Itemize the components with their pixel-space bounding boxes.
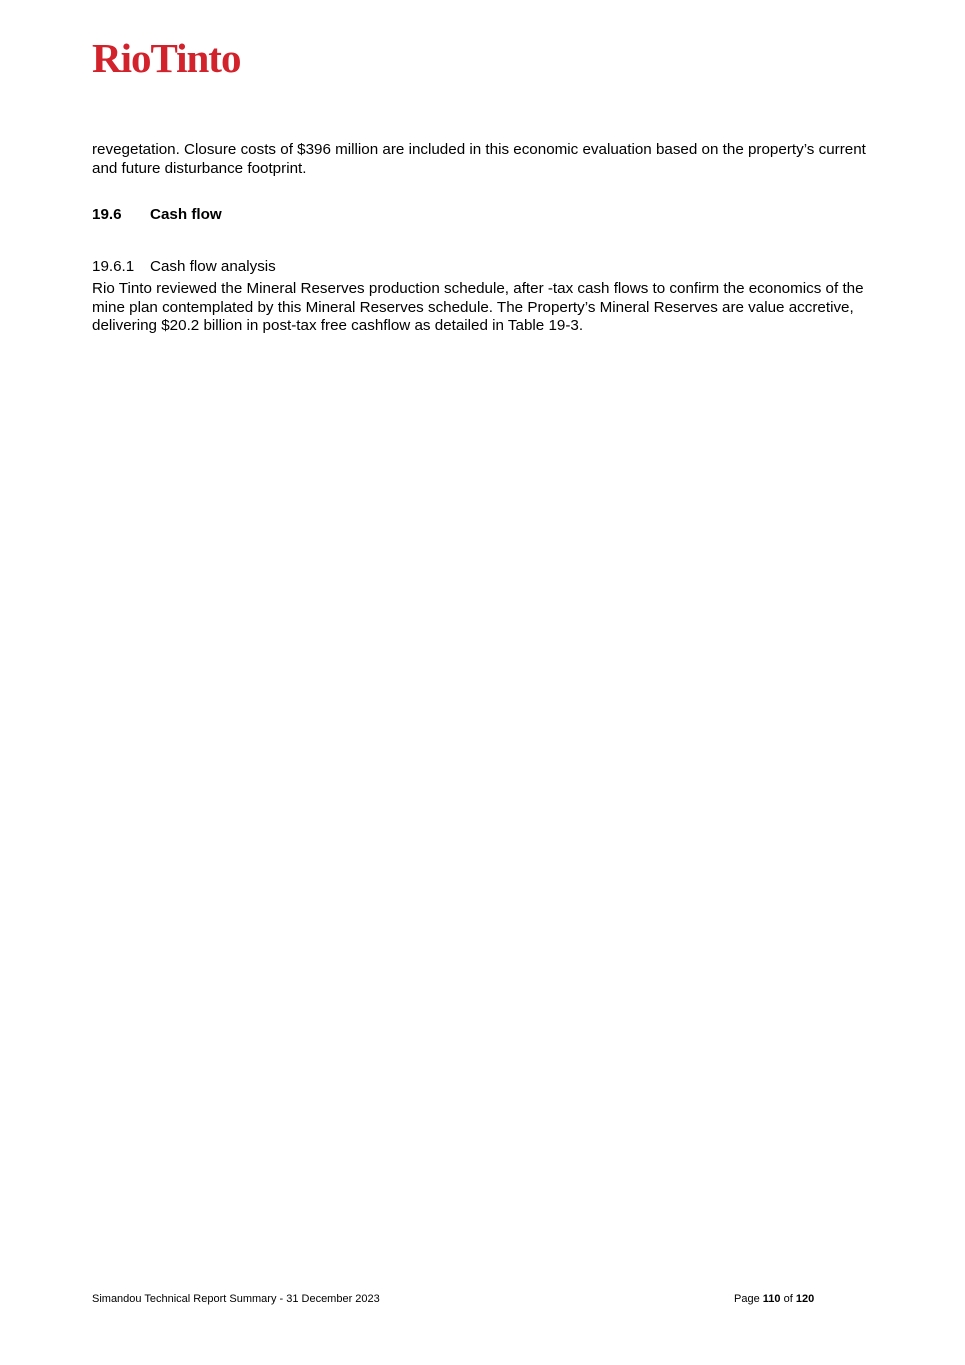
rio-tinto-logo: RioTinto [92, 35, 241, 81]
footer-document-title: Simandou Technical Report Summary - 31 December 2023 [92, 1293, 380, 1305]
subsection-title: Cash flow analysis [150, 257, 276, 275]
subsection-number: 19.6.1 [92, 257, 135, 275]
subsection-heading [92, 258, 882, 277]
analysis-paragraph: Rio Tinto reviewed the Mineral Reserves production schedule, after -tax cash flows to confirm the economics of the mine plan contemplated by this Mineral Reserves schedule. The Property’s Mineral Reserves are value accretive, delivering $20.2 billion in post-tax free cashflow as detailed in Table 19-3. [92, 280, 864, 334]
section-heading [92, 206, 882, 225]
footer-page-number [734, 1293, 814, 1306]
section-title: Cash flow [150, 206, 222, 223]
section-number: 19.6 [92, 206, 122, 223]
page-total: 120 [795, 1293, 815, 1305]
intro-paragraph: revegetation. Closure costs of $396 million are included in this economic evaluation based on the property’s current and future disturbance footprint. [92, 141, 866, 177]
page-separator: of [783, 1293, 793, 1305]
page-current: 110 [762, 1293, 781, 1305]
page-content [92, 141, 882, 336]
page-prefix: Page [734, 1293, 760, 1305]
